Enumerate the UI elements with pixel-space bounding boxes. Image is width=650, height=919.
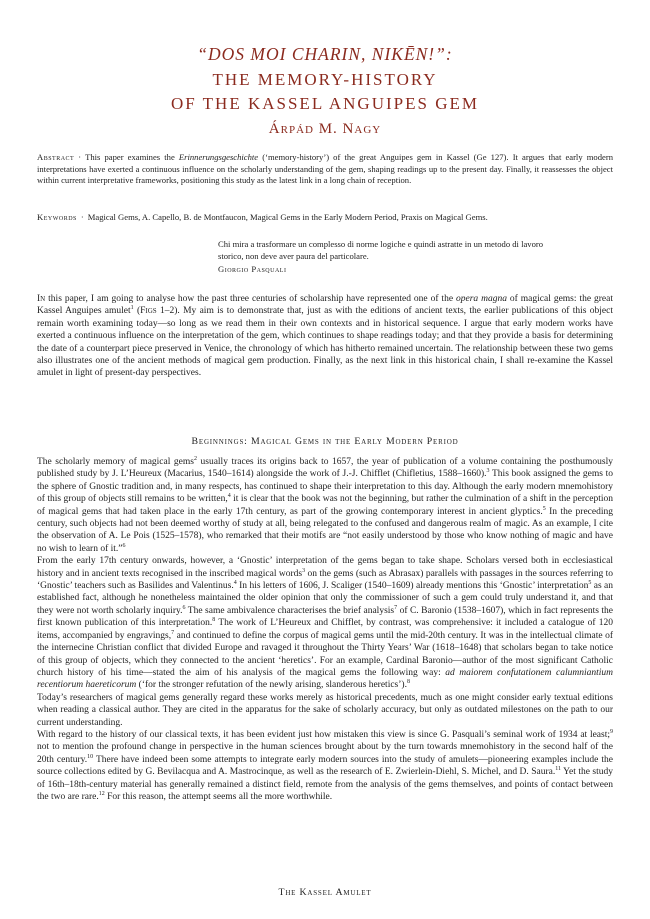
footnote-marker[interactable]: 10 (87, 753, 94, 760)
footnote-marker[interactable]: 5 (542, 505, 546, 512)
footnote-marker[interactable]: 6 (182, 604, 186, 611)
p2-text-b: on the gems (such as Abrasax) parallels with passages in the sources referring to ‘Gnostic’ teachers such as Basilides and Valentinus. (37, 568, 613, 592)
p1-text-c: This book assigned the gems to the sphere of Gnostic tradition and, in many respects, has continued to shape their interpretation to this day. Although the early modern mnemohistory of this group of objects still remains to be written, (37, 469, 613, 505)
epigraph-text: Chi mira a trasformare un complesso di norme logiche e quindi astratte in un metodo di lavoro storico, non deve aver paura del particolare. (218, 239, 544, 261)
keywords-label: Keywords (37, 212, 77, 222)
p2-text-f: of C. Baronio (1538–1607), which in fact represents the first known publication of this interpretation. (37, 605, 613, 629)
intro-text-4: ( (133, 306, 141, 317)
p4-text-a: With regard to the history of our classical texts, it has been evident just how mistaken this view is since G. Pasquali’s seminal work of 1934 at least; (37, 729, 610, 740)
footnote-marker[interactable]: 3 (302, 567, 306, 574)
p2-text-i: (‘for the stronger refutation of the newly arising, slanderous heretics’). (136, 680, 407, 691)
intro-text-5: ). My aim is to demonstrate that, just as with the editions of ancient texts, the earlier publications of this object remain worth examining today—so long as we read them in their own contexts and in historical sequence. I argue that early modern works have exerted a continuous influence on the interpretation of the gem, which continues to shape readings today; and that they provide a basis for determining the date of a counterpart piece preserved in Venice, the chronology of which has hitherto remained uncertain. The relationship between these two gems also illustrates one of the ancient methods of magical gem production. Finally, as the next link in this historical chain, I shall re-examine the Kassel amulet in light of present-day perspectives. (37, 306, 613, 379)
p2-text-e: The same ambivalence characterises the brief analysis (185, 605, 395, 616)
footnote-marker[interactable]: 8 (212, 617, 216, 624)
p4-text-e: For this reason, the attempt seems all the more worthwhile. (104, 791, 333, 802)
intro-italic-term: opera magna (456, 294, 507, 304)
title-line-3: OF THE KASSEL ANGUIPES GEM (171, 94, 479, 113)
p4-text-d: Yet the study of 16th–18th-century material has generally remained a distinct field, remote from the analysis of the gems themselves, and points of contact between the two are rare. (37, 767, 613, 802)
keywords-text: Magical Gems, A. Capello, B. de Montfaucon, Magical Gems in the Early Modern Period, Praxis on Magical Gems. (87, 212, 488, 222)
epigraph-author: Giorgio Pasquali (218, 264, 287, 274)
footnote-marker[interactable]: 7 (394, 604, 398, 611)
footnote-marker[interactable]: 5 (588, 579, 592, 586)
author-name: Árpád M. Nagy (268, 121, 382, 137)
footnote-marker[interactable]: 11 (555, 766, 562, 772)
footnote-marker[interactable]: 1 (130, 305, 134, 312)
body-paragraph-2 (37, 555, 613, 691)
p4-text-b: not to mention the profound change in perspective in the human sciences brought about by the turn towards mnemohistory in the second half of the 20th century. (37, 742, 613, 765)
body-paragraph-1 (37, 456, 613, 555)
keywords-separator: · (80, 212, 84, 222)
intro-text-1: this paper, I am going to analyse how the past three centuries of scholarship have represented one of the (45, 294, 456, 304)
abstract-separator: · (78, 152, 82, 162)
abstract-term: Erinnerungsgeschichte (178, 152, 259, 162)
footnote-marker[interactable]: 8 (406, 679, 410, 686)
section-body (37, 456, 613, 803)
footnote-marker[interactable]: 4 (233, 579, 237, 586)
p2-text-h: and continued to define the corpus of magical gems until the mid-20th century. It was in the intellectual climate of the internecine Christian conflict that divided Europe and ravaged it throughout the Thirty Years’ War (1618–1648) that scholars began to take notice of this group of objects, which they connected to the ancient ‘heretics’. For an example, Cardinal Baronio—author of the most significant Catholic church history of his time—stated the aim of his analysis of the magical gems the following way: (37, 630, 613, 678)
footnote-marker[interactable]: 3 (486, 468, 490, 475)
body-paragraph-4 (37, 729, 613, 803)
abstract-text-c: (‘memory-history’) of the great Anguipes gem in Kassel (Ge 127). It argues that early modern interpretations have exerted a continuous influence on the scholarly understanding of the gem, shaping readings up to the present day. Finally, it reassesses the object within current interpretative frameworks, positioning this study as the latest link in a long chain of reception. (37, 152, 613, 186)
intro-text-3: of magical gems: the great Kassel Anguipes amulet (37, 294, 613, 317)
latin-quote: ad maiorem confutationem calumniantium recentiorum haereticorum (37, 667, 613, 691)
footnote-marker[interactable]: 7 (171, 629, 175, 636)
intro-first-words: In (37, 294, 46, 304)
abstract-label: Abstract (37, 152, 75, 162)
title-line-1: “DOS MOI CHARIN, NIKĒN!”: (197, 44, 453, 64)
section-heading-kassel-amulet: The Kassel Amulet (278, 887, 372, 898)
footnote-marker[interactable]: 6 (122, 542, 126, 549)
footnote-marker[interactable]: 4 (227, 493, 231, 500)
footnote-marker[interactable]: 2 (193, 455, 197, 462)
epigraph (218, 238, 548, 275)
abstract-text-a: This paper examines the (85, 152, 179, 162)
p1-text-e: In the preceding century, such objects had not been deemed worthy of study at all, being relegated to the confused and dangerous realm of magic. As an example, I cite the observation of A. Le Pois (1525–1578), who remarked that their motifs are “not easily understood by those who know nothing of magic and have no wish to learn of it.” (37, 506, 613, 554)
section-heading-beginnings: Beginnings: Magical Gems in the Early Modern Period (191, 436, 459, 447)
p4-text-c: There have indeed been some attempts to integrate early modern sources into the study of amulets—pioneering examples include the source collections edited by G. Bevilacqua and A. Mastrocinque, as well as the research of E. Zwierlein-Diehl, S. Michel, and D. Saura. (37, 754, 613, 778)
figure-reference[interactable]: Figs 1–2 (140, 306, 175, 317)
p1-text-a: The scholarly memory of magical gems (37, 457, 194, 467)
intro-paragraph (37, 293, 613, 380)
keywords (37, 212, 613, 224)
p1-text-b: usually traces its origins back to 1657, the year of publication of a volume containing the posthumously published study by J. L’Heureux (Macarius, 1540–1614) alongside the work of J.-J. Chifflet (Chifletius, 1588–1660). (37, 457, 613, 480)
footnote-marker[interactable]: 12 (98, 790, 105, 797)
footnote-marker[interactable]: 9 (610, 728, 613, 735)
abstract (37, 152, 613, 187)
p2-text-g: The work of L’Heureux and Chifflet, by contrast, was comprehensive: it included a catalogue of 120 items, accompanied by engravings, (37, 618, 613, 641)
p2-text-d: as an established fact, although he nonetheless maintained the older opinion that only the commissioner of such a gem could truly understand it, and that they were not worth scholarly inquiry. (37, 581, 613, 616)
p2-text-a: From the early 17th century onwards, however, a ‘Gnostic’ interpretation of the gems began to take shape. Scholars versed both in ecclesiastical history and in ancient texts recognised in the inscribed magical words (37, 556, 613, 579)
p2-text-c: In his letters of 1606, J. Scaliger (1540–1609) already mentions this ‘Gnostic’ interpretation (236, 581, 589, 592)
body-paragraph-3: Today’s researchers of magical gems generally regard these works merely as historical precedents, much as one might consider early textual editions when reading a classical author. They are cited in the apparatus for the sake of scholarly accuracy, but only as outdated milestones on the path to our current understanding. (37, 692, 613, 728)
title-line-2: THE MEMORY-HISTORY (212, 70, 438, 89)
p1-text-d: it is clear that the book was not the beginning, but rather the culmination of a shift in the perception of magical gems that had taken place in the early 17th century, as part of the growing contemporary interest in ancient glyptics. (37, 494, 613, 517)
